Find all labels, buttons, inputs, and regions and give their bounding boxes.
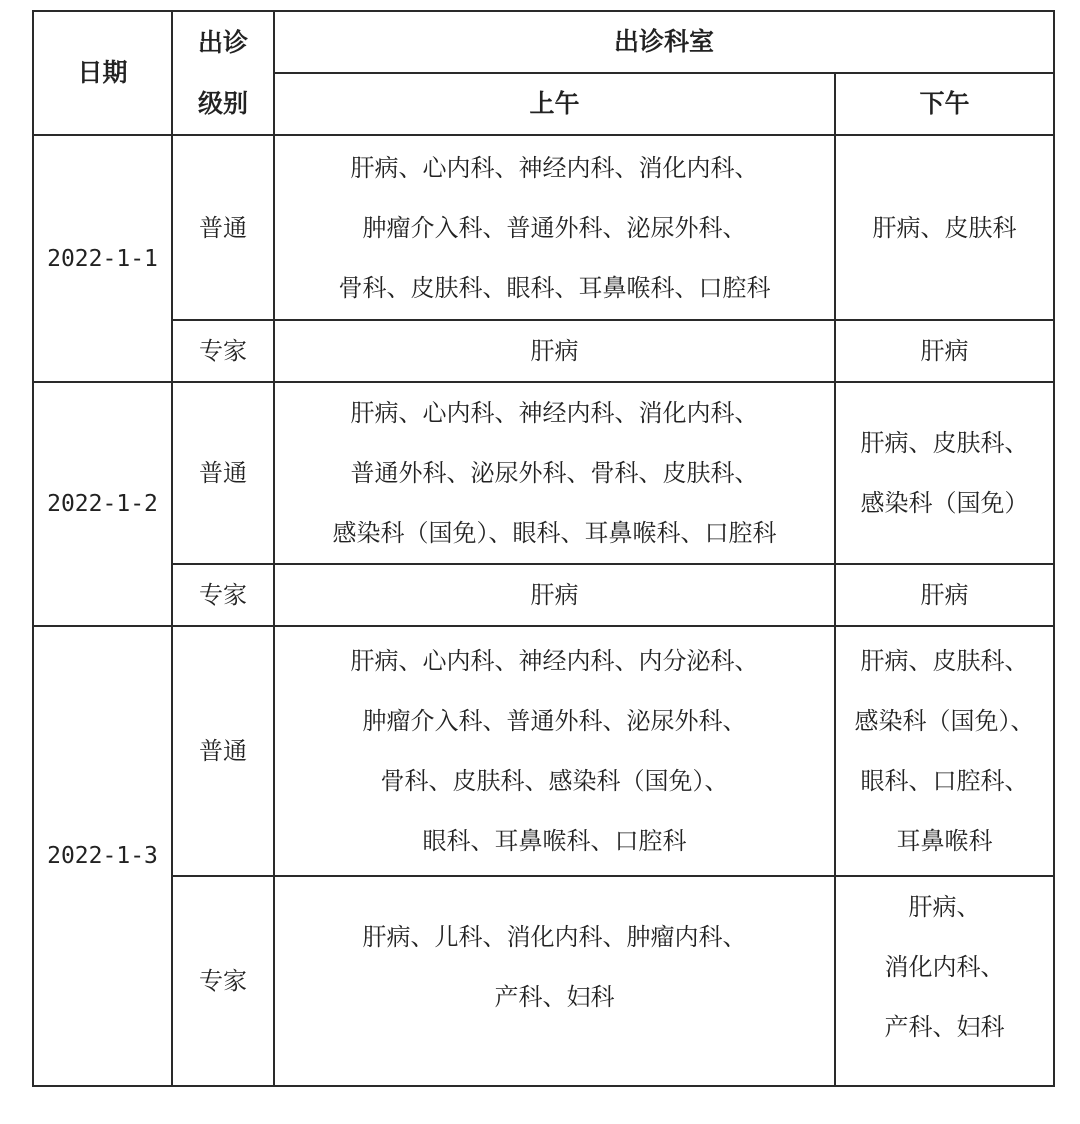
am-cell [274, 876, 835, 1086]
header-dept: 出诊科室 [274, 11, 1054, 73]
pm-cell [835, 320, 1054, 382]
dept-line: 肝病、 [908, 893, 981, 921]
header-am: 上午 [274, 73, 835, 135]
dept-line: 普通外科、泌尿外科、骨科、皮肤科、 [350, 459, 759, 487]
am-cell [274, 135, 835, 320]
date-cell: 2022-1-3 [33, 626, 172, 1086]
level-cell: 普通 [172, 135, 274, 320]
dept-line: 肝病、心内科、神经内科、内分泌科、 [350, 647, 759, 675]
dept-line: 肝病、皮肤科 [872, 213, 1017, 242]
table-row [33, 876, 1054, 1086]
pm-cell [835, 876, 1054, 1086]
dept-line: 骨科、皮肤科、感染科（国免）、 [380, 767, 729, 795]
clinic-schedule-table [32, 10, 1055, 1087]
dept-line: 消化内科、 [884, 953, 1005, 981]
pm-cell [835, 626, 1054, 876]
dept-line: 眼科、口腔科、 [860, 767, 1029, 795]
table-row [33, 382, 1054, 564]
dept-line: 骨科、皮肤科、眼科、耳鼻喉科、口腔科 [338, 273, 771, 302]
dept-line: 感染科（国免）、 [854, 707, 1035, 735]
dept-line: 眼科、耳鼻喉科、口腔科 [422, 827, 687, 855]
dept-line: 肝病、儿科、消化内科、肿瘤内科、 [362, 923, 747, 951]
table-row [33, 626, 1054, 876]
pm-cell [835, 382, 1054, 564]
dept-line: 肝病、皮肤科、 [860, 429, 1029, 457]
dept-line: 肿瘤介入科、普通外科、泌尿外科、 [362, 707, 747, 735]
level-cell: 普通 [172, 626, 274, 876]
am-cell [274, 320, 835, 382]
dept-line: 产科、妇科 [884, 1013, 1005, 1041]
header-level-line2: 级别 [172, 73, 274, 135]
am-cell [274, 626, 835, 876]
table-row [33, 320, 1054, 382]
header-date: 日期 [33, 11, 172, 135]
am-cell [274, 382, 835, 564]
header-row-2 [33, 73, 1054, 135]
date-cell: 2022-1-2 [33, 382, 172, 626]
header-row-1 [33, 11, 1054, 73]
am-cell [274, 564, 835, 626]
level-cell: 专家 [172, 876, 274, 1086]
schedule-table-wrapper [32, 10, 1055, 1087]
level-cell: 专家 [172, 564, 274, 626]
level-cell: 普通 [172, 382, 274, 564]
dept-line: 肝病、心内科、神经内科、消化内科、 [350, 399, 759, 427]
pm-cell [835, 135, 1054, 320]
dept-line: 肝病 [530, 337, 579, 365]
dept-line: 肝病、心内科、神经内科、消化内科、 [350, 153, 759, 182]
date-cell: 2022-1-1 [33, 135, 172, 382]
dept-line: 肝病 [920, 581, 969, 609]
level-cell: 专家 [172, 320, 274, 382]
table-row [33, 564, 1054, 626]
dept-line: 肿瘤介入科、普通外科、泌尿外科、 [362, 213, 747, 242]
header-level-line1: 出诊 [172, 11, 274, 73]
dept-line: 肝病 [530, 581, 579, 609]
header-pm: 下午 [835, 73, 1054, 135]
dept-line: 肝病 [920, 337, 969, 365]
dept-line: 感染科（国免）、眼科、耳鼻喉科、口腔科 [332, 519, 777, 547]
dept-line: 肝病、皮肤科、 [860, 647, 1029, 675]
table-row [33, 135, 1054, 320]
dept-line: 耳鼻喉科 [896, 827, 993, 855]
dept-line: 感染科（国免） [860, 489, 1029, 517]
pm-cell [835, 564, 1054, 626]
dept-line: 产科、妇科 [494, 983, 615, 1011]
